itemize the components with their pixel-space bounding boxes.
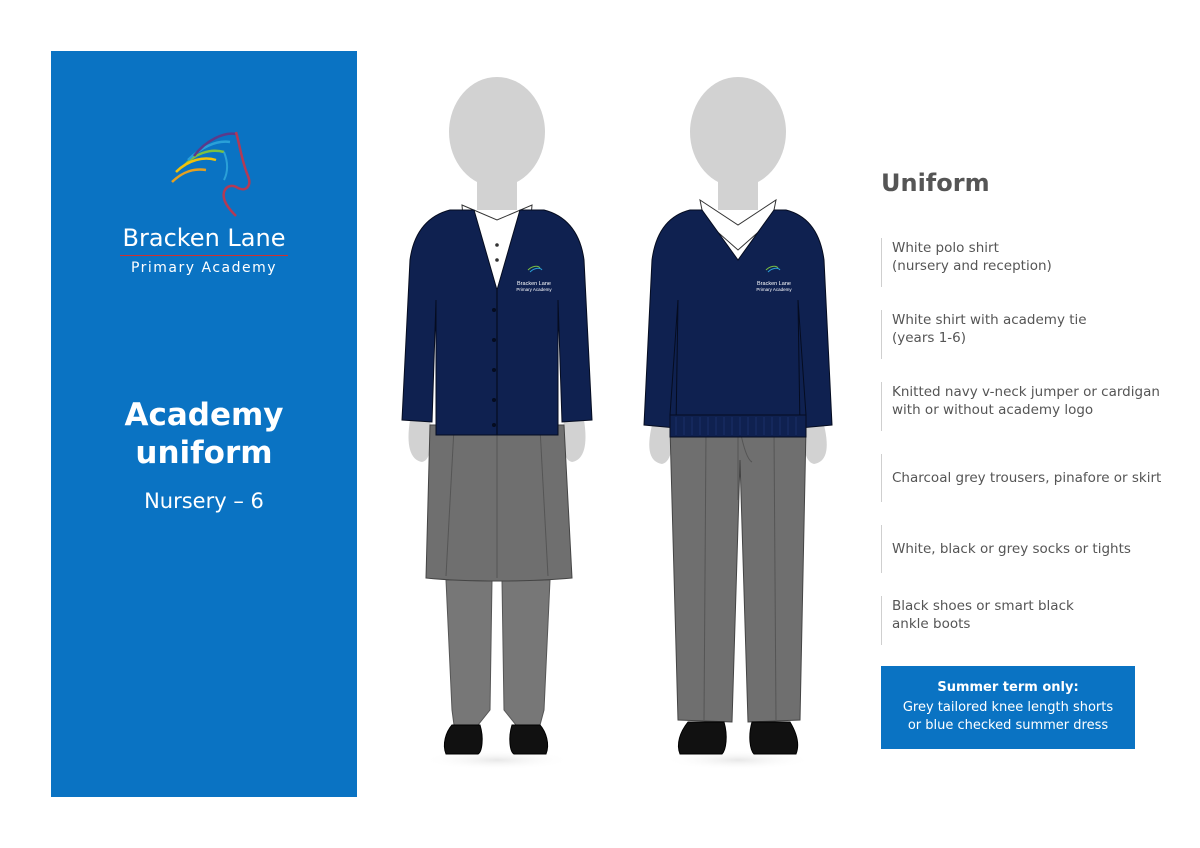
- item-line: White polo shirt: [892, 240, 999, 256]
- jumper-badge-name: Bracken Lane: [757, 281, 791, 287]
- list-item: [881, 596, 1181, 645]
- item-line: Knitted navy v-neck jumper or cardigan: [892, 384, 1160, 400]
- item-line: White, black or grey socks or tights: [892, 541, 1131, 557]
- summer-term-box: [881, 666, 1135, 749]
- uniform-item-list: [881, 238, 1181, 668]
- girl-figure: [402, 77, 592, 770]
- item-line: with or without academy logo: [892, 402, 1094, 418]
- page-title-line1: Academy: [124, 397, 284, 433]
- page-subtitle: Nursery – 6: [144, 489, 264, 513]
- list-item: [881, 238, 1181, 287]
- summer-line: or blue checked summer dress: [907, 718, 1109, 733]
- list-item: [881, 310, 1181, 359]
- summer-term-title: Summer term only:: [937, 680, 1079, 695]
- jumper-badge-subtitle: Primary Academy: [756, 287, 792, 292]
- cardigan-badge-subtitle: Primary Academy: [516, 287, 552, 292]
- item-line: (years 1-6): [892, 330, 967, 346]
- summer-line: Grey tailored knee length shorts: [902, 700, 1114, 715]
- logo-name: Bracken Lane: [122, 224, 286, 252]
- list-item: [881, 525, 1181, 573]
- item-line: (nursery and reception): [892, 258, 1052, 274]
- item-line: Black shoes or smart black: [892, 598, 1074, 614]
- academy-logo: [51, 126, 357, 276]
- horse-head-logo-icon: [154, 126, 254, 218]
- page-title-line2: uniform: [135, 435, 273, 471]
- logo-subtitle: Primary Academy: [130, 260, 278, 276]
- item-line: Charcoal grey trousers, pinafore or skirt: [892, 470, 1162, 486]
- uniform-heading: Uniform: [881, 169, 990, 197]
- page-title: [51, 396, 357, 472]
- summer-term-text: [881, 699, 1135, 735]
- list-item: [881, 454, 1181, 502]
- list-item: [881, 382, 1181, 431]
- title-panel: [51, 51, 357, 797]
- cardigan-badge-name: Bracken Lane: [517, 281, 551, 287]
- uniform-illustration: [380, 60, 860, 780]
- boy-figure: [644, 77, 832, 770]
- item-line: White shirt with academy tie: [892, 312, 1087, 328]
- item-line: ankle boots: [892, 616, 971, 632]
- logo-divider: [120, 255, 288, 256]
